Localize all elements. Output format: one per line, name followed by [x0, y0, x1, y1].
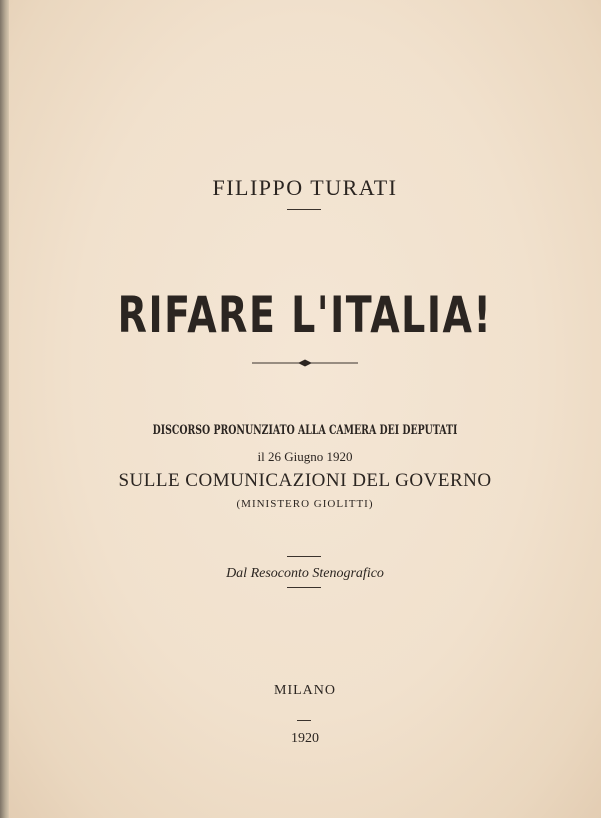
book-spine-edge [0, 0, 9, 818]
source-rule-bottom [287, 587, 321, 588]
author-name: FILIPPO TURATI [212, 175, 398, 200]
speech-subject: SULLE COMUNICAZIONI DEL GOVERNO [118, 470, 492, 491]
publication-year: 1920 [291, 731, 319, 746]
speech-date: il 26 Giugno 1920 [257, 449, 353, 464]
book-cover [9, 0, 601, 818]
author-underline [287, 209, 321, 210]
ministry-note: (MINISTERO GIOLITTI) [236, 498, 374, 510]
place-year-dash [297, 720, 311, 721]
book-title: RIFARE L'ITALIA! [117, 286, 493, 344]
ornamental-divider [252, 358, 358, 368]
publication-place: MILANO [274, 683, 336, 698]
source-rule-top [287, 556, 321, 557]
source-note: Dal Resoconto Stenografico [226, 566, 384, 581]
speech-caption: DISCORSO PRONUNZIATO ALLA CAMERA DEI DEPUTATI [152, 423, 458, 438]
